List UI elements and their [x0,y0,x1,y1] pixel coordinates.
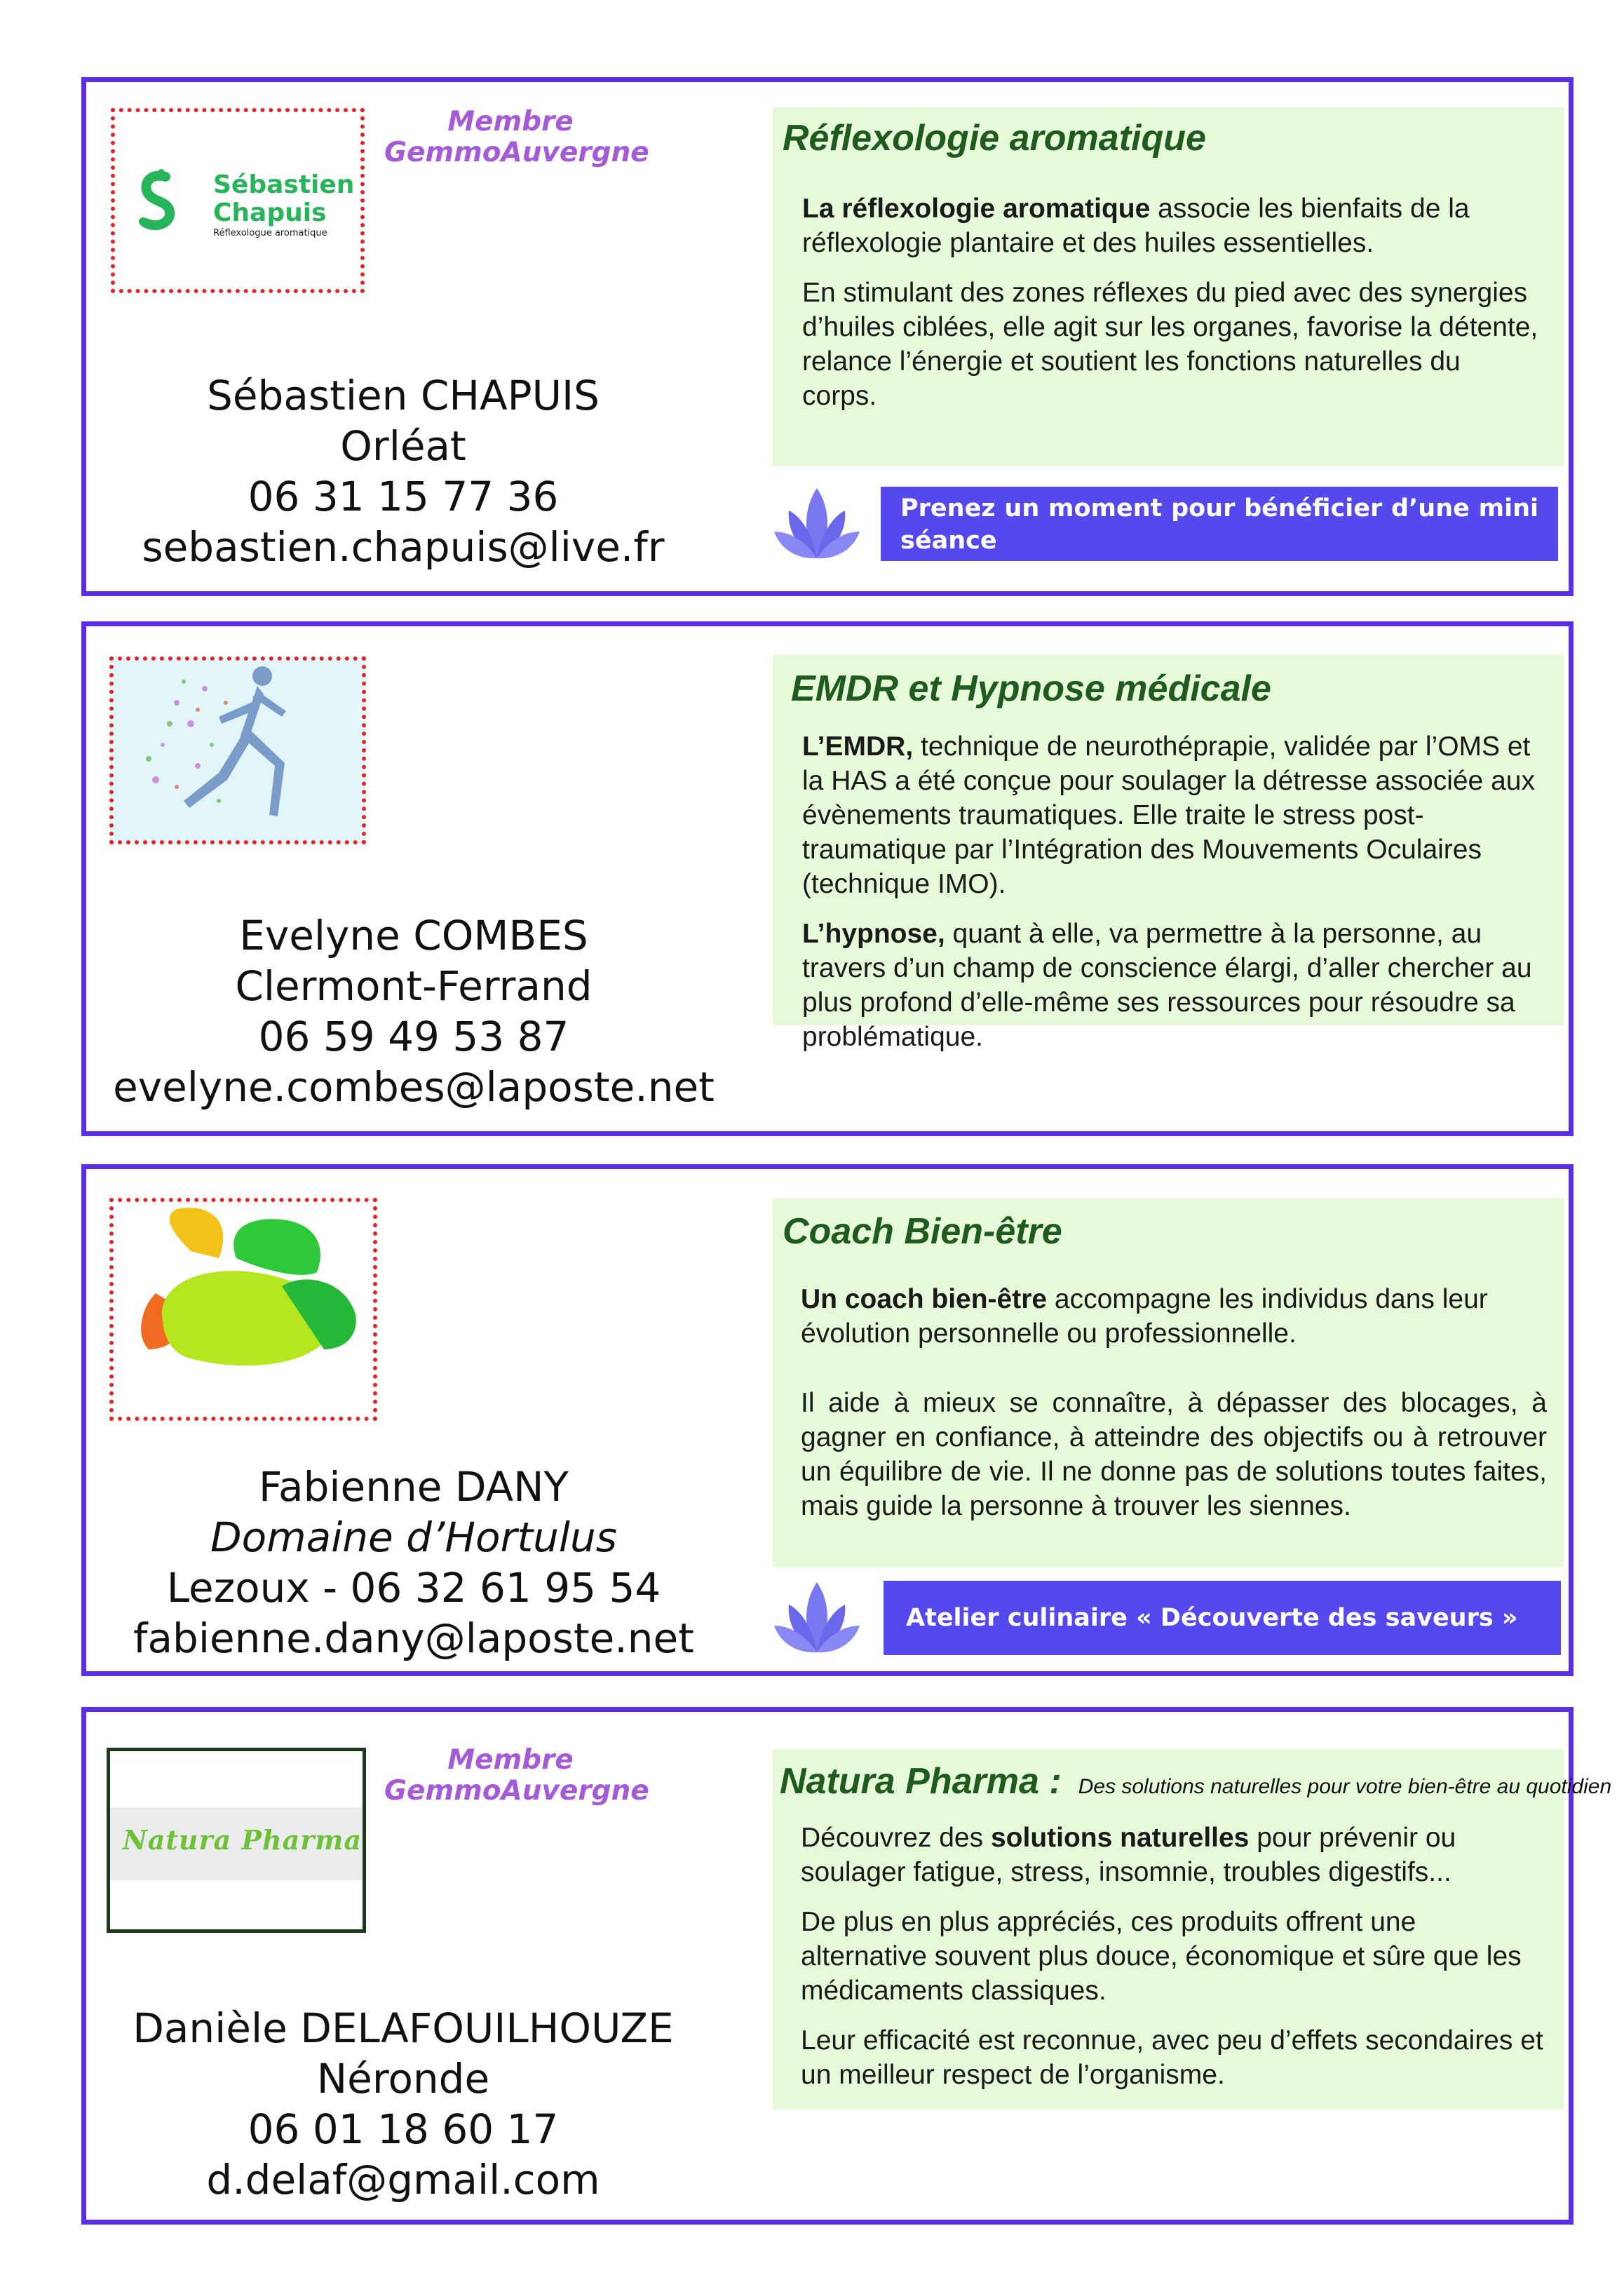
logo-line-2: Chapuis [213,198,327,227]
panel-text-rest: technique de neurothéprapie, validée par l’OMS et la HAS a été conçue pour soulager la détresse associée aux évènements traumatiques. Elle traite le stress post-traumatique par l’Intégration des Mouvements Oculaires (technique IMO). [802,731,1535,899]
panel-text-p2: De plus en plus appréciés, ces produits offrent une alternative souvent plus douce, économique et sûre que les médicaments classiques. [801,1907,1522,2006]
panel-text-lead: Découvrez des [801,1823,991,1853]
contact-email[interactable]: d.delaf@gmail.com [206,2156,600,2204]
panel-title: Réflexologie aromatique [783,118,1206,158]
panel-title: EMDR et Hypnose médicale [791,668,1271,709]
contact-name: Fabienne DANY [259,1463,569,1511]
contact-block-3 [112,1462,715,1664]
ginkgo-leaves-icon [114,1202,373,1417]
panel-text-bold: L’EMDR, [802,731,914,762]
contact-phone: 06 59 49 53 87 [258,1013,569,1060]
contact-city-phone: Lezoux - 06 32 61 95 54 [166,1564,661,1612]
banner-atelier-culinaire[interactable] [884,1581,1561,1655]
panel-text [802,729,1552,1070]
membre-word: Membre [447,106,574,137]
membre-word: Membre [447,1744,574,1776]
contact-company: Domaine d’Hortulus [210,1513,617,1561]
banner-text: Atelier culinaire « Découverte des saveurs » [906,1604,1518,1632]
panel-text-bold-2: L’hypnose, [802,919,945,949]
description-panel-3 [773,1198,1564,1567]
runner-illustration-icon [114,661,362,840]
logo-domaine-hortulus [109,1198,377,1421]
lotus-icon [771,481,862,565]
panel-text-bold: solutions naturelles [990,1823,1250,1853]
panel-text [802,191,1538,429]
contact-block-4 [112,2003,694,2205]
panel-text-p3: Leur efficacité est reconnue, avec peu d’effets secondaires et un meilleur respect de l’organisme. [801,2025,1543,2090]
panel-text-bold: La réflexologie aromatique [802,194,1151,224]
contact-city: Clermont-Ferrand [235,962,593,1010]
panel-text-rest: associe les bienfaits de la réflexologie plantaire et des huiles essentielles. [802,194,1470,258]
contact-email[interactable]: sebastien.chapuis@live.fr [142,523,665,571]
panel-text-rest-2: quant à elle, va permettre à la personne, au travers d’un champ de conscience élargi, d’aller chercher au plus profond d’elle-même ses ressources pour résoudre sa problématique. [802,919,1532,1052]
panel-title-main: Natura Pharma : [780,1761,1062,1802]
contact-block-1 [112,370,694,572]
contact-phone: 06 31 15 77 36 [248,473,559,520]
logo-tagline: Réflexologue aromatique [213,228,327,238]
panel-title: Coach Bien-être [783,1211,1062,1252]
contact-name: Sébastien CHAPUIS [207,372,600,419]
panel-text-rest: accompagne les individus dans leur évolution personnelle ou professionnelle. [801,1284,1488,1349]
description-panel-4 [773,1749,1612,2110]
membre-label-1 [384,106,649,168]
contact-block-2 [112,910,715,1112]
logo-evelyne-combes [109,656,366,844]
banner-text: Prenez un moment pour bénéficier d’une mini séance [900,494,1538,555]
panel-text-p2: En stimulant des zones réflexes du pied avec des synergies d’huiles ciblées, elle agit sur les organes, favorise la détente, relance l’énergie et soutient les fonctions naturelles du corps. [802,278,1538,411]
natura-pharma-logo-text: Natura Pharma [123,1824,363,1856]
panel-title [780,1760,1611,1802]
contact-email[interactable]: fabienne.dany@laposte.net [133,1614,694,1662]
description-panel-2 [773,655,1564,1052]
logo-line-1: Sébastien [213,170,355,199]
contact-city: Orléat [340,422,466,470]
membre-label-2 [384,1744,649,1807]
membre-org: GemmoAuvergne [384,137,649,168]
membre-org: GemmoAuvergne [384,1775,649,1807]
banner-mini-seance[interactable] [881,487,1558,561]
lotus-icon [771,1575,862,1659]
contact-name: Danièle DELAFOUILHOUZE [133,2004,674,2052]
description-panel-1 [773,107,1564,466]
logo-sebastien-chapuis [111,108,365,293]
logo-natura-pharma [107,1748,366,1933]
panel-text [801,1821,1547,2107]
panel-subtitle: Des solutions naturelles pour votre bien-être au quotidien [1078,1775,1612,1798]
contact-city: Néronde [316,2055,490,2103]
panel-text-p2: Il aide à mieux se connaître, à dépasser des blocages, à gagner en confiance, à atteindre des objectifs ou à retrouver un équilibre de vie. Il ne donne pas de solutions toutes faites, mais guide la personne à trouver les siennes. [801,1388,1547,1521]
contact-phone: 06 01 18 60 17 [248,2105,559,2153]
panel-text [801,1282,1547,1539]
panel-text-rest: pour prévenir ou soulager fatigue, stress, insomnie, troubles digestifs... [801,1823,1456,1887]
contact-email[interactable]: evelyne.combes@laposte.net [113,1063,715,1111]
contact-name: Evelyne COMBES [239,912,588,959]
panel-text-bold: Un coach bien-être [801,1284,1048,1314]
